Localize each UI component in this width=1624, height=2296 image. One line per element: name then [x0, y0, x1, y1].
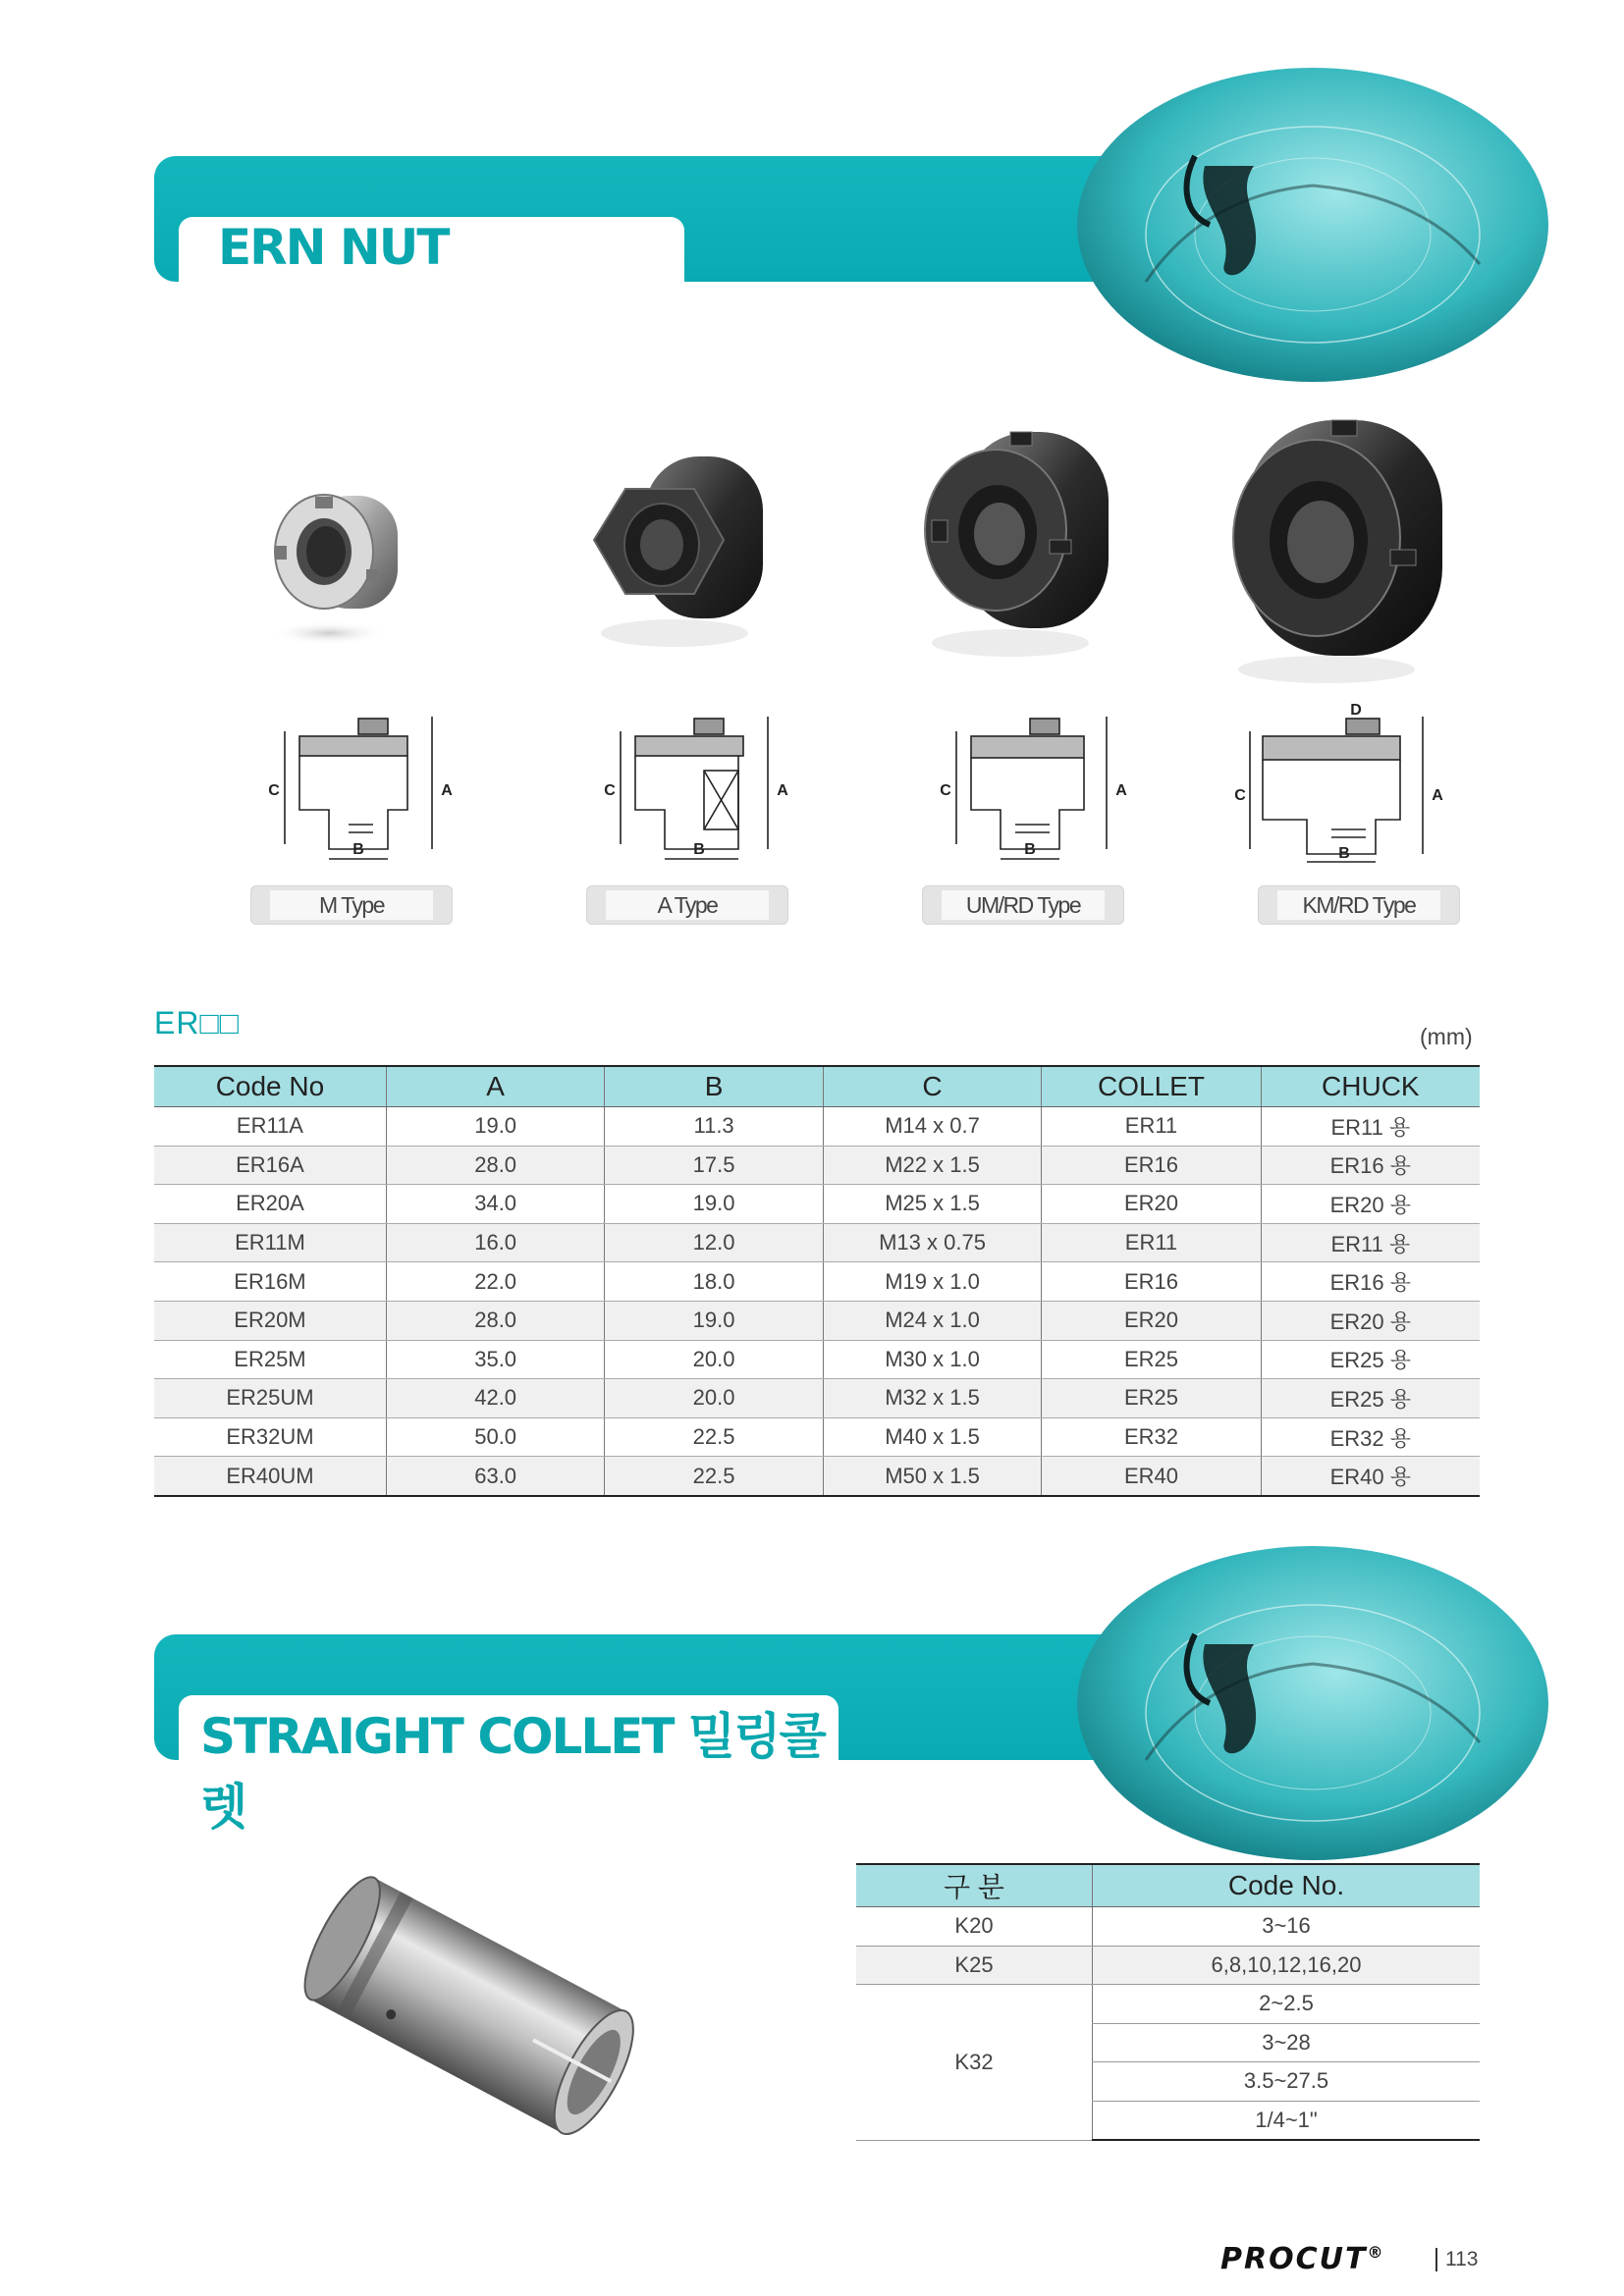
page-number: 113	[1445, 2248, 1479, 2270]
dimension-drawing-m-type	[231, 697, 525, 859]
nut-photo-m-type	[231, 412, 525, 687]
cell-chuck: ER32 용	[1261, 1417, 1480, 1457]
type-label-box	[922, 885, 1124, 925]
cell-b: 17.5	[605, 1146, 823, 1185]
brand-logo	[1220, 2242, 1384, 2276]
cell-a: 63.0	[386, 1457, 604, 1496]
cell-code-no: ER11A	[154, 1107, 386, 1147]
decorative-banner-graphic	[1087, 1634, 1480, 1760]
dim-label-b: B	[1338, 845, 1350, 862]
col-header-code-no: Code No.	[1093, 1864, 1481, 1907]
type-label-box	[250, 885, 453, 925]
cell-c: M19 x 1.0	[823, 1262, 1041, 1302]
nut-photo-km-rd-type	[1238, 412, 1533, 687]
cell-c: M30 x 1.0	[823, 1340, 1041, 1379]
nut-photo-um-rd-type	[902, 412, 1197, 687]
cell-collet: ER11	[1042, 1107, 1261, 1147]
table-row	[154, 1340, 1480, 1379]
cell-chuck: ER11 용	[1261, 1223, 1480, 1262]
dim-label-c: C	[268, 782, 280, 799]
section-banner-straight-collet	[154, 1634, 1480, 1836]
cell-chuck: ER16 용	[1261, 1146, 1480, 1185]
dim-label-b: B	[352, 841, 364, 858]
type-label: UM/RD Type	[942, 890, 1105, 920]
table-row	[154, 1457, 1480, 1496]
cell-code-no: ER25M	[154, 1340, 386, 1379]
col-header-c: C	[823, 1066, 1041, 1107]
cell-chuck: ER20 용	[1261, 1185, 1480, 1224]
cell-type: K32	[856, 1985, 1093, 2141]
cell-collet: ER20	[1042, 1301, 1261, 1340]
cell-a: 50.0	[386, 1417, 604, 1457]
registered-mark: ®	[1367, 2243, 1385, 2262]
cell-code-no: ER20A	[154, 1185, 386, 1224]
cell-b: 20.0	[605, 1379, 823, 1418]
cell-code-no: ER11M	[154, 1223, 386, 1262]
table-row	[856, 1907, 1480, 1947]
cell-type: K25	[856, 1946, 1093, 1985]
cell-type: K20	[856, 1907, 1093, 1947]
table-row	[154, 1417, 1480, 1457]
table-row	[154, 1223, 1480, 1262]
cell-code: 6,8,10,12,16,20	[1093, 1946, 1481, 1985]
dimension-drawing-a-type	[567, 697, 861, 859]
cell-code-no: ER20M	[154, 1301, 386, 1340]
decorative-banner-graphic	[1087, 156, 1480, 282]
cell-c: M22 x 1.5	[823, 1146, 1041, 1185]
dim-label-a: A	[441, 782, 453, 799]
banner-title-tab	[179, 1695, 839, 1836]
cell-code-no: ER40UM	[154, 1457, 386, 1496]
table-row	[154, 1301, 1480, 1340]
cell-code: 3~28	[1093, 2023, 1481, 2062]
type-label: A Type	[606, 890, 769, 920]
cell-a: 28.0	[386, 1301, 604, 1340]
table-header-row	[154, 1066, 1480, 1107]
dim-label-c: C	[940, 782, 951, 799]
cell-c: M13 x 0.75	[823, 1223, 1041, 1262]
section-banner-ern-nut	[154, 156, 1480, 282]
dim-label-b: B	[1024, 841, 1036, 858]
cell-c: M24 x 1.0	[823, 1301, 1041, 1340]
table-row	[154, 1379, 1480, 1418]
cell-b: 12.0	[605, 1223, 823, 1262]
cell-b: 19.0	[605, 1185, 823, 1224]
dim-label-c: C	[604, 782, 616, 799]
er-table-title: ER□□	[154, 1005, 241, 1041]
dim-label-a: A	[777, 782, 788, 799]
cell-code: 1/4~1"	[1093, 2101, 1481, 2140]
cell-chuck: ER25 용	[1261, 1340, 1480, 1379]
cell-c: M50 x 1.5	[823, 1457, 1041, 1496]
cell-b: 22.5	[605, 1417, 823, 1457]
cell-a: 34.0	[386, 1185, 604, 1224]
type-label-box	[1258, 885, 1460, 925]
cell-code: 2~2.5	[1093, 1985, 1481, 2024]
cell-b: 22.5	[605, 1457, 823, 1496]
type-label: M Type	[270, 890, 433, 920]
collet-code-table	[856, 1863, 1480, 2141]
cell-collet: ER32	[1042, 1417, 1261, 1457]
cell-collet: ER20	[1042, 1185, 1261, 1224]
table-header-row	[856, 1864, 1480, 1907]
cell-code-no: ER16A	[154, 1146, 386, 1185]
col-header-category: 구 분	[856, 1864, 1093, 1907]
cell-code-no: ER25UM	[154, 1379, 386, 1418]
unit-label: (mm)	[1420, 1024, 1473, 1049]
cell-collet: ER25	[1042, 1379, 1261, 1418]
cell-collet: ER11	[1042, 1223, 1261, 1262]
brand-name: PROCUT	[1220, 2242, 1368, 2276]
cell-b: 18.0	[605, 1262, 823, 1302]
cell-c: M32 x 1.5	[823, 1379, 1041, 1418]
cell-b: 20.0	[605, 1340, 823, 1379]
table-row	[154, 1185, 1480, 1224]
table-row	[154, 1146, 1480, 1185]
dimension-drawing-um-rd-type	[902, 697, 1197, 859]
cell-chuck: ER25 용	[1261, 1379, 1480, 1418]
cell-c: M14 x 0.7	[823, 1107, 1041, 1147]
cell-collet: ER16	[1042, 1262, 1261, 1302]
product-m-type	[231, 412, 525, 923]
col-header-collet: COLLET	[1042, 1066, 1261, 1107]
dim-label-a: A	[1432, 787, 1443, 804]
section-title: ERN NUT	[218, 219, 449, 276]
cell-collet: ER25	[1042, 1340, 1261, 1379]
col-header-b: B	[605, 1066, 823, 1107]
dim-label-a: A	[1115, 782, 1127, 799]
nut-photo-a-type	[567, 412, 861, 687]
cell-a: 22.0	[386, 1262, 604, 1302]
cell-chuck: ER40 용	[1261, 1457, 1480, 1496]
product-km-rd-type	[1234, 412, 1533, 923]
cell-code-no: ER16M	[154, 1262, 386, 1302]
cell-a: 35.0	[386, 1340, 604, 1379]
col-header-a: A	[386, 1066, 604, 1107]
cell-code-no: ER32UM	[154, 1417, 386, 1457]
dim-label-b: B	[693, 841, 705, 858]
cell-a: 16.0	[386, 1223, 604, 1262]
er-spec-table	[154, 1065, 1480, 1497]
section-title: STRAIGHT COLLET 밀링콜렛	[200, 1708, 825, 1836]
cell-chuck: ER16 용	[1261, 1262, 1480, 1302]
cell-chuck: ER11 용	[1261, 1107, 1480, 1147]
dimension-drawing-km-rd-type	[1234, 697, 1533, 862]
table-row	[154, 1107, 1480, 1147]
table-row	[856, 1946, 1480, 1985]
col-header-chuck: CHUCK	[1261, 1066, 1480, 1107]
page-separator	[1435, 2248, 1437, 2271]
cell-b: 11.3	[605, 1107, 823, 1147]
dim-label-c: C	[1234, 787, 1246, 804]
table-row	[856, 1985, 1480, 2024]
cell-code: 3~16	[1093, 1907, 1481, 1947]
cell-collet: ER16	[1042, 1146, 1261, 1185]
straight-collet-photo	[295, 1865, 668, 2160]
dim-label-d: D	[1350, 702, 1362, 719]
banner-title-tab	[179, 217, 684, 282]
cell-b: 19.0	[605, 1301, 823, 1340]
col-header-code-no: Code No	[154, 1066, 386, 1107]
cell-a: 42.0	[386, 1379, 604, 1418]
cell-collet: ER40	[1042, 1457, 1261, 1496]
cell-code: 3.5~27.5	[1093, 2062, 1481, 2102]
cell-c: M25 x 1.5	[823, 1185, 1041, 1224]
cell-a: 28.0	[386, 1146, 604, 1185]
cell-c: M40 x 1.5	[823, 1417, 1041, 1457]
type-label-box	[586, 885, 788, 925]
product-a-type	[567, 412, 861, 923]
table-row	[154, 1262, 1480, 1302]
type-label: KM/RD Type	[1277, 890, 1440, 920]
cell-chuck: ER20 용	[1261, 1301, 1480, 1340]
product-um-rd-type	[902, 412, 1197, 923]
cell-a: 19.0	[386, 1107, 604, 1147]
